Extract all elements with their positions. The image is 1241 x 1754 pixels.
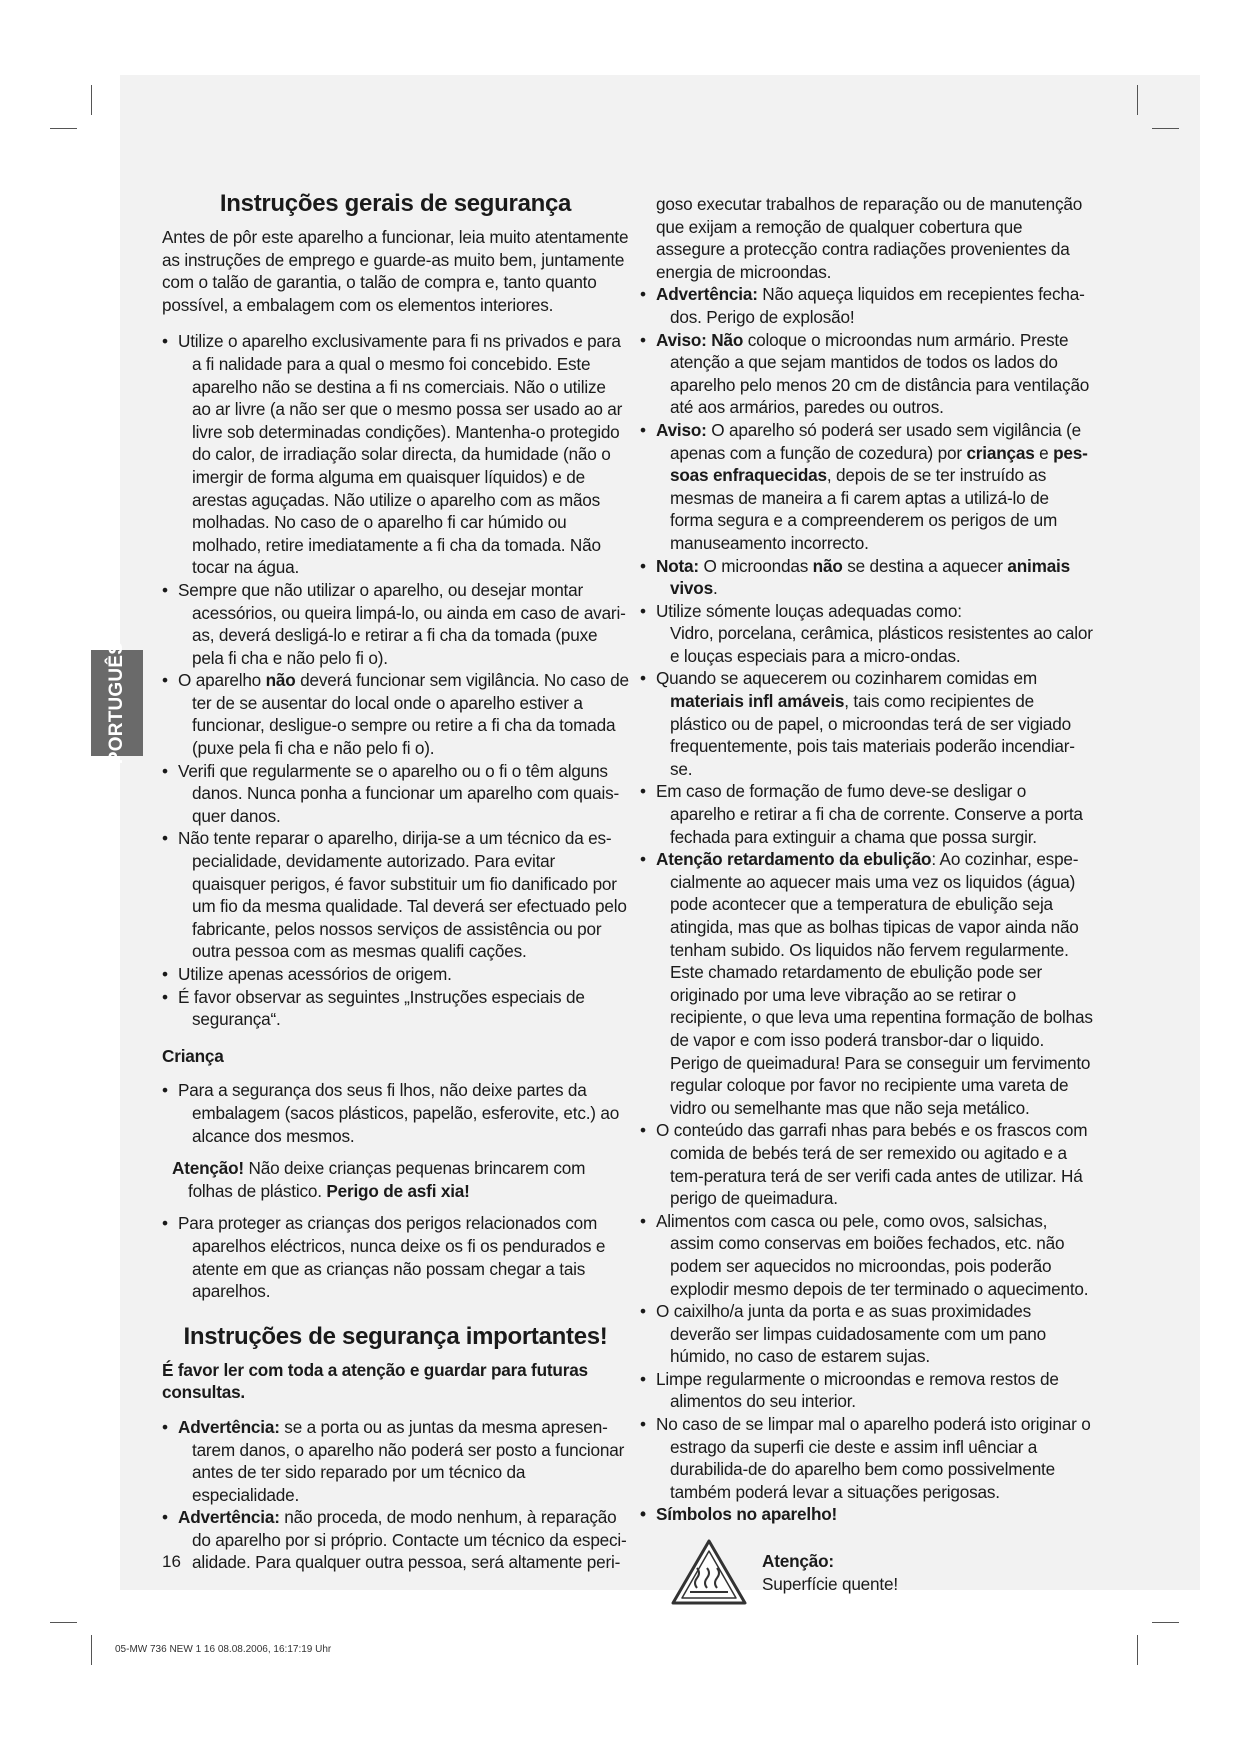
symbol-title: Atenção: <box>762 1551 834 1572</box>
list-item: • É favor observar as seguintes „Instruções especiais de segurança“. <box>162 986 629 1031</box>
list-item: • Para proteger as crianças dos perigos relacionados com aparelhos eléctricos, nunca deixe os fi os pendurados e atente em que as crianças não possam chegar a tais aparelhos. <box>162 1212 629 1302</box>
continued-paragraph: goso executar trabalhos de reparação ou de manutenção que exijam a remoção de qualquer cobertura que assegure a protecção contra radiações provenientes da energia de microondas. <box>656 194 1083 282</box>
list-item: • Advertência: Não aqueça liquidos em recepientes fecha-dos. Perigo de explosão! <box>640 283 1095 328</box>
list-item: • Sempre que não utilizar o aparelho, ou desejar montar acessórios, ou queira limpá-lo, ou ainda em caso de avari-as, deverá desligá-lo e retirar a fi cha da tomada (puxe pela fi cha e não pelo fi o). <box>162 579 629 669</box>
list-item: • Advertência: se a porta ou as juntas da mesma apresen-tarem danos, o aparelho não poderá ser posto a funcionar antes de ter sido reparado por um técnico da especialidade. <box>162 1416 629 1506</box>
hot-surface-warning-icon <box>670 1538 748 1606</box>
list-item: • Utilize apenas acessórios de origem. <box>162 963 629 986</box>
list-item: • Advertência: não proceda, de modo nenhum, à reparação do aparelho por si próprio. Contacte um técnico da especi-alidade. Para qualquer outra pessoa, será altamente peri- <box>162 1506 629 1574</box>
list-item: • O aparelho não deverá funcionar sem vigilância. No caso de ter de se ausentar do local onde o aparelho estiver a funcionar, desligue-o sempre ou retire a fi cha da tomada (puxe pela fi cha e não pelo fi o). <box>162 669 629 759</box>
general-safety-list <box>162 330 629 1030</box>
language-tab-label: PORTUGUÊS <box>106 641 127 765</box>
important-safety-list <box>640 283 1095 1526</box>
list-item: • Limpe regularmente o microondas e remova restos de alimentos do seu interior. <box>640 1368 1095 1413</box>
hot-surface-symbol <box>640 1538 1095 1606</box>
crop-mark <box>1152 1622 1179 1623</box>
symbol-description: Superfície quente! <box>762 1573 898 1594</box>
list-item: • Aviso: O aparelho só poderá ser usado sem vigilância (e apenas com a função de cozedura) por crianças e pes-soas enfraquecidas, depois de se ter instruído as mesmas de maneira a fi carem aptas a utilizá-lo de forma segura e a compreenderem os perigos de um manuseamento incorrecto. <box>640 419 1095 555</box>
list-item: • Símbolos no aparelho! <box>640 1503 1095 1526</box>
list-item: • O conteúdo das garrafi nhas para bebés e os frascos com comida de bebés terá de ser remexido ou agitado e a tem-peratura terá de ser verifi cada antes de utilizar. Há perigo de queimadura. <box>640 1119 1095 1209</box>
crop-mark <box>50 1622 77 1623</box>
page-number: 16 <box>162 1552 181 1571</box>
crop-mark <box>91 1635 92 1665</box>
list-item: • Utilize o aparelho exclusivamente para fi ns privados e para a fi nalidade para a qual o mesmo foi concebido. Este aparelho não se destina a fi ns comerciais. Não o utilize ao ar livre (a não ser que o mesmo possa ser usado ao ar livre sob determinadas condições). Mantenha-o protegido do calor, de irradiação solar directa, da humidade (não o imergir de forma alguma em quaisquer líquidos) e de arestas aguçadas. Não utilize o aparelho com as mãos molhadas. No caso de o aparelho fi car húmido ou molhado, retire imediatamente a fi cha da tomada. Não tocar na água. <box>162 330 629 579</box>
list-item: • Não tente reparar o aparelho, dirija-se a um técnico da es-pecialidade, devidamente autorizado. Para evitar quaisquer perigos, é favor substituir um fio danificado por um fio da mesma qualidade. Tal deverá ser efectuado pelo fabricante, pelos nossos serviços de assistência ou por outra pessoa com as mesmas qualifi cações. <box>162 827 629 963</box>
list-item: • Atenção retardamento da ebulição: Ao cozinhar, espe-cialmente ao aquecer mais uma vez os liquidos (água) pode acontecer que a temperatura de ebulição seja atingida, mas que as bolhas tipicas de vapor ainda não tenham subido. Os liquidos não fervem regularmente. Este chamado retardamento de ebulição pode ser originado por uma leve vibração ao se retirar o recipiente, o que leva uma repentina formação de bolhas de vapor e com isso poderá transbor-dar o liquido. Perigo de queimadura! Para se conseguir um fervimento regular coloque por favor no recipiente uma vareta de vidro ou semelhante mas que não seja metálico. <box>640 848 1095 1119</box>
list-item: • Utilize sómente louças adequadas como: Vidro, porcelana, cerâmica, plásticos resistentes ao calor e louças especiais para a micro-ondas. <box>640 600 1095 668</box>
crop-mark <box>1137 85 1138 115</box>
list-item: • Quando se aquecerem ou cozinharem comidas em materiais infl amáveis, tais como recipientes de plástico ou de papel, o microondas terá de ser vigiado frequentemente, pois tais materiais poderão incendiar-se. <box>640 667 1095 780</box>
important-subtitle: É favor ler com toda a atenção e guardar para futuras consultas. <box>162 1359 588 1403</box>
language-tab <box>91 641 143 765</box>
right-column <box>640 193 1095 1606</box>
list-item: • Em caso de formação de fumo deve-se desligar o aparelho e retirar a fi cha de corrente. Conserve a porta fechada para extinguir a chama que possa surgir. <box>640 780 1095 848</box>
crop-mark <box>50 128 77 129</box>
crop-mark <box>91 85 92 115</box>
list-item: • Alimentos com casca ou pele, como ovos, salsichas, assim como conservas em boiões fechados, etc. não podem ser aquecidos no microondas, pois poderão explodir mesmo depois de ter terminado o aquecimento. <box>640 1210 1095 1300</box>
crop-mark <box>1137 1635 1138 1665</box>
left-column <box>162 190 629 1574</box>
child-warning: Atenção! Não deixe crianças pequenas brincarem com folhas de plástico. Perigo de asfi xia! <box>172 1158 586 1201</box>
section-title-general-safety: Instruções gerais de segurança <box>219 190 572 217</box>
section-title-important-safety: Instruções de segurança importantes! <box>183 1322 608 1350</box>
child-heading: Criança <box>162 1045 224 1066</box>
list-item: • Nota: O microondas não se destina a aquecer animais vivos. <box>640 555 1095 600</box>
print-footer: 05-MW 736 NEW 1 16 08.08.2006, 16:17:19 Uhr <box>115 1644 332 1655</box>
list-item: • Para a segurança dos seus fi lhos, não deixe partes da embalagem (sacos plásticos, papelão, esferovite, etc.) ao alcance dos mesmos. <box>162 1079 629 1147</box>
list-item: • No caso de se limpar mal o aparelho poderá isto originar o estrago da superfi cie deste e assim infl uênciar a durabilida-de do aparelho bem como possivelmente também poderá levar a situações perigosas. <box>640 1413 1095 1503</box>
list-item: • Aviso: Não coloque o microondas num armário. Preste atenção a que sejam mantidos de todos os lados do aparelho pelo menos 20 cm de distância para ventilação até aos armários, paredes ou outros. <box>640 329 1095 419</box>
crop-mark <box>1152 128 1179 129</box>
intro-paragraph: Antes de pôr este aparelho a funcionar, leia muito atentamente as instruções de emprego e guarde-as muito bem, juntamente com o talão de garantia, o talão de compra e, tanto quanto possível, a embalagem com os elementos interiores. <box>162 227 629 315</box>
list-item: • Verifi que regularmente se o aparelho ou o fi o têm alguns danos. Nunca ponha a funcionar um aparelho com quais-quer danos. <box>162 760 629 828</box>
list-item: • O caixilho/a junta da porta e as suas proximidades deverão ser limpas cuidadosamente com um pano húmido, no caso de estarem sujas. <box>640 1300 1095 1368</box>
